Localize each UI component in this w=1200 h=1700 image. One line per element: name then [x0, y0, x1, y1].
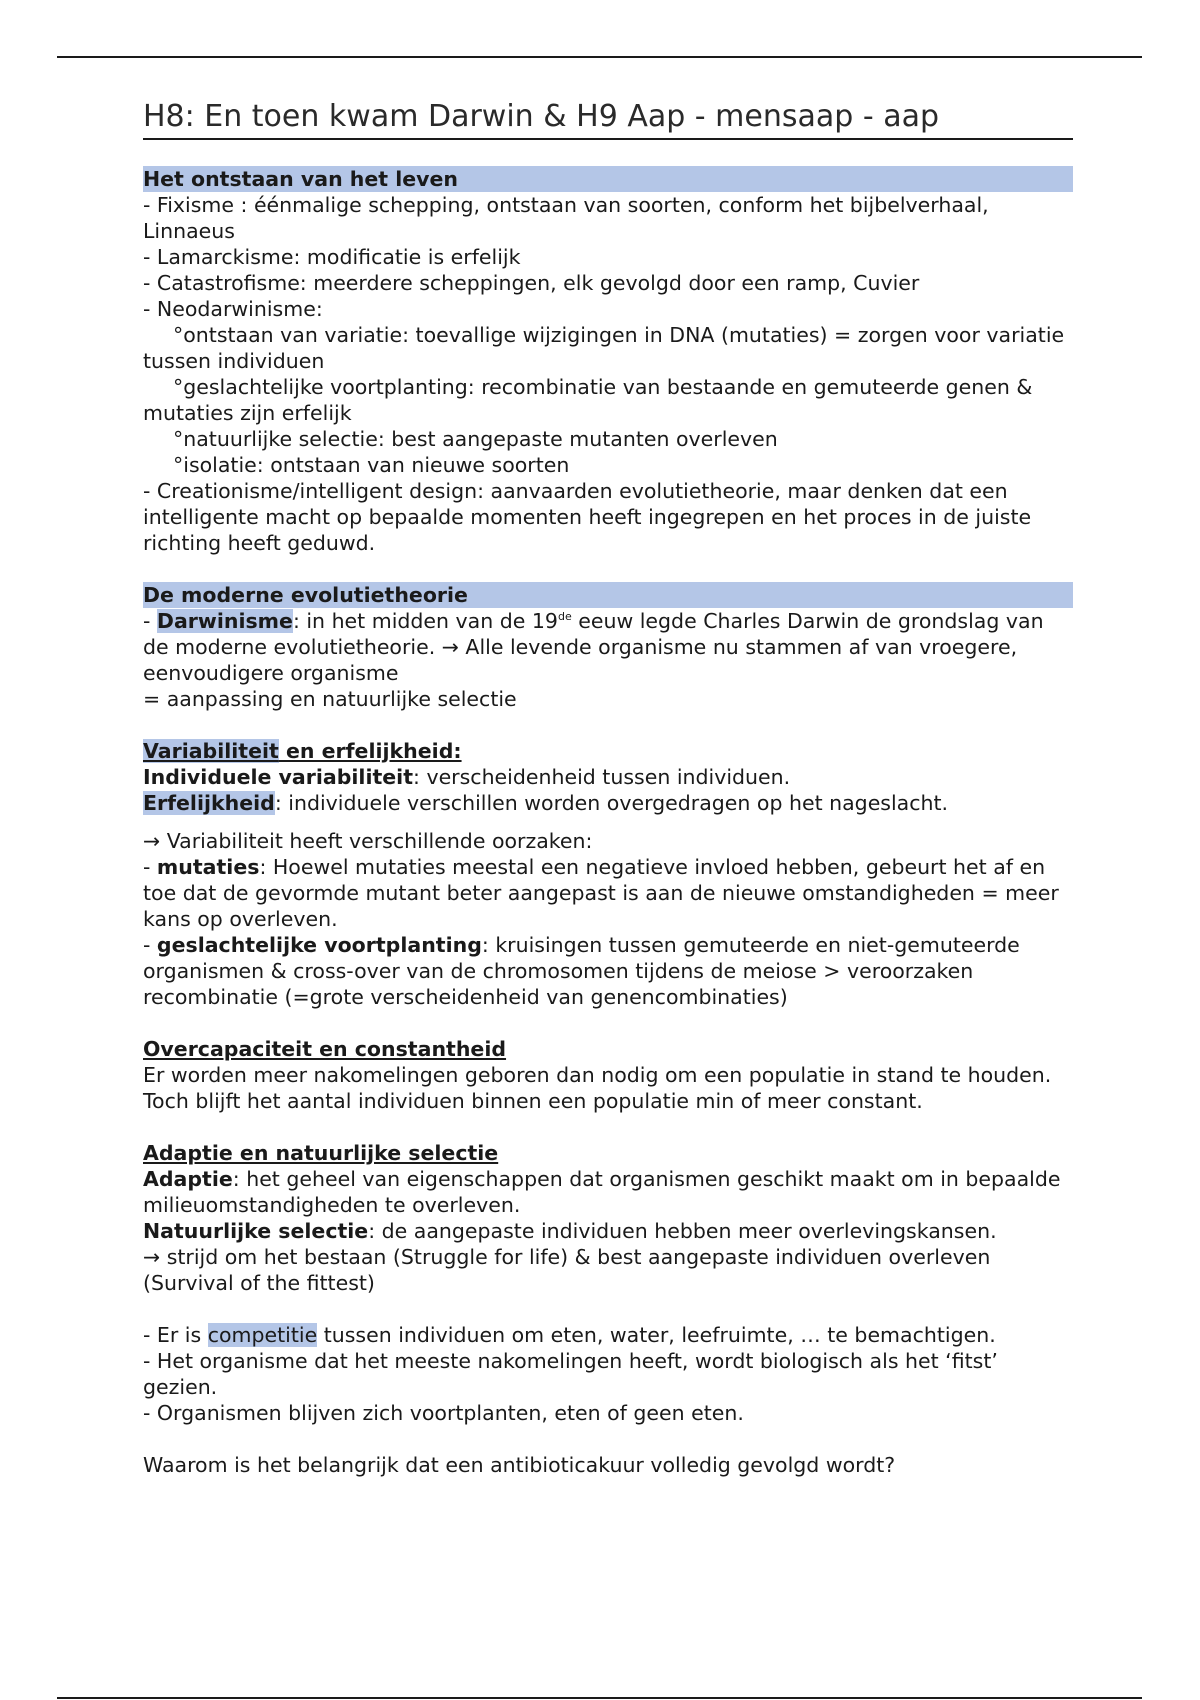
paragraph: Erfelijkheid: individuele verschillen worden overgedragen op het nageslacht.	[143, 791, 949, 815]
paragraph: - Er is competitie tussen individuen om eten, water, leefruimte, … te bemachtigen.	[143, 1323, 996, 1347]
paragraph: - Fixisme : éénmalige schepping, ontstaan van soorten, conform het bijbelverhaal, Linnaeus	[143, 193, 989, 243]
highlighted-term: Darwinisme	[156, 609, 293, 633]
paragraph: - Darwinisme: in het midden van de 19de eeuw legde Charles Darwin de grondslag van de moderne evolutietheorie. → Alle levende organisme nu stammen af van vroegere, eenvoudigere organisme	[143, 609, 1044, 685]
highlighted-term: Erfelijkheid	[143, 791, 275, 815]
closing-question: Waarom is het belangrijk dat een antibioticakuur volledig gevolgd wordt?	[143, 1453, 896, 1477]
paragraph: - Het organisme dat het meeste nakomelingen heeft, wordt biologisch als het ‘fitst’ gezien.	[143, 1349, 998, 1399]
section-modern-evolution	[143, 582, 1073, 712]
paragraph: Individuele variabiliteit: verscheidenheid tussen individuen.	[143, 765, 791, 789]
paragraph: - Catastrofisme: meerdere scheppingen, elk gevolgd door een ramp, Cuvier	[143, 271, 920, 295]
document-page	[143, 96, 1073, 1478]
section-origin-of-life	[143, 166, 1073, 556]
paragraph: - Creationisme/intelligent design: aanvaarden evolutietheorie, maar denken dat een intelligente macht op bepaalde momenten heeft ingegrepen en het proces in de juiste richting heeft geduwd.	[143, 479, 1032, 555]
paragraph: → Variabiliteit heeft verschillende oorzaken:	[143, 829, 593, 853]
paragraph: Er worden meer nakomelingen geboren dan nodig om een populatie in stand te houden. Toch blijft het aantal individuen binnen een populatie min of meer constant.	[143, 1063, 1052, 1113]
page-title: H8: En toen kwam Darwin & H9 Aap - mensaap - aap	[143, 96, 1073, 140]
section-adaptation	[143, 1140, 1073, 1426]
bottom-rule	[57, 1697, 1142, 1699]
section-heading: Overcapaciteit en constantheid	[143, 1037, 507, 1061]
paragraph: - Lamarckisme: modificatie is erfelijk	[143, 245, 521, 269]
paragraph: Adaptie: het geheel van eigenschappen dat organismen geschikt maakt om in bepaalde milieuomstandigheden te overleven.	[143, 1167, 1061, 1217]
paragraph: - mutaties: Hoewel mutaties meestal een negatieve invloed hebben, gebeurt het af en toe dat de gevormde mutant beter aangepast is aan de nieuwe omstandigheden = meer kans op overleven.	[143, 855, 1059, 931]
paragraph: - geslachtelijke voortplanting: kruisingen tussen gemuteerde en niet-gemuteerde organismen & cross-over van de chromosomen tijdens de meiose > veroorzaken recombinatie (=grote verscheidenheid van genencombinaties)	[143, 933, 1020, 1009]
sub-item: °geslachtelijke voortplanting: recombinatie van bestaande en gemuteerde genen & mutaties zijn erfelijk	[143, 375, 1033, 425]
sub-item: °isolatie: ontstaan van nieuwe soorten	[173, 453, 570, 477]
section-heading: Het ontstaan van het leven	[143, 166, 1073, 192]
highlighted-term: competitie	[207, 1323, 318, 1347]
paragraph: - Neodarwinisme:	[143, 297, 323, 321]
paragraph: - Organismen blijven zich voortplanten, eten of geen eten.	[143, 1401, 744, 1425]
highlighted-term: Variabiliteit	[143, 739, 279, 763]
sub-item: °ontstaan van variatie: toevallige wijzigingen in DNA (mutaties) = zorgen voor variatie tussen individuen	[143, 323, 1065, 373]
sub-item: °natuurlijke selectie: best aangepaste mutanten overleven	[173, 427, 778, 451]
section-heading: De moderne evolutietheorie	[143, 582, 1073, 608]
section-variability	[143, 738, 1073, 1010]
paragraph: Natuurlijke selectie: de aangepaste individuen hebben meer overlevingskansen.	[143, 1219, 997, 1243]
section-overcapacity	[143, 1036, 1073, 1114]
section-heading: Adaptie en natuurlijke selectie	[143, 1141, 499, 1165]
paragraph: = aanpassing en natuurlijke selectie	[143, 687, 517, 711]
section-heading: Variabiliteit en erfelijkheid:	[143, 739, 462, 763]
top-rule	[57, 56, 1142, 58]
paragraph: → strijd om het bestaan (Struggle for life) & best aangepaste individuen overleven (Survival of the fittest)	[143, 1245, 991, 1295]
